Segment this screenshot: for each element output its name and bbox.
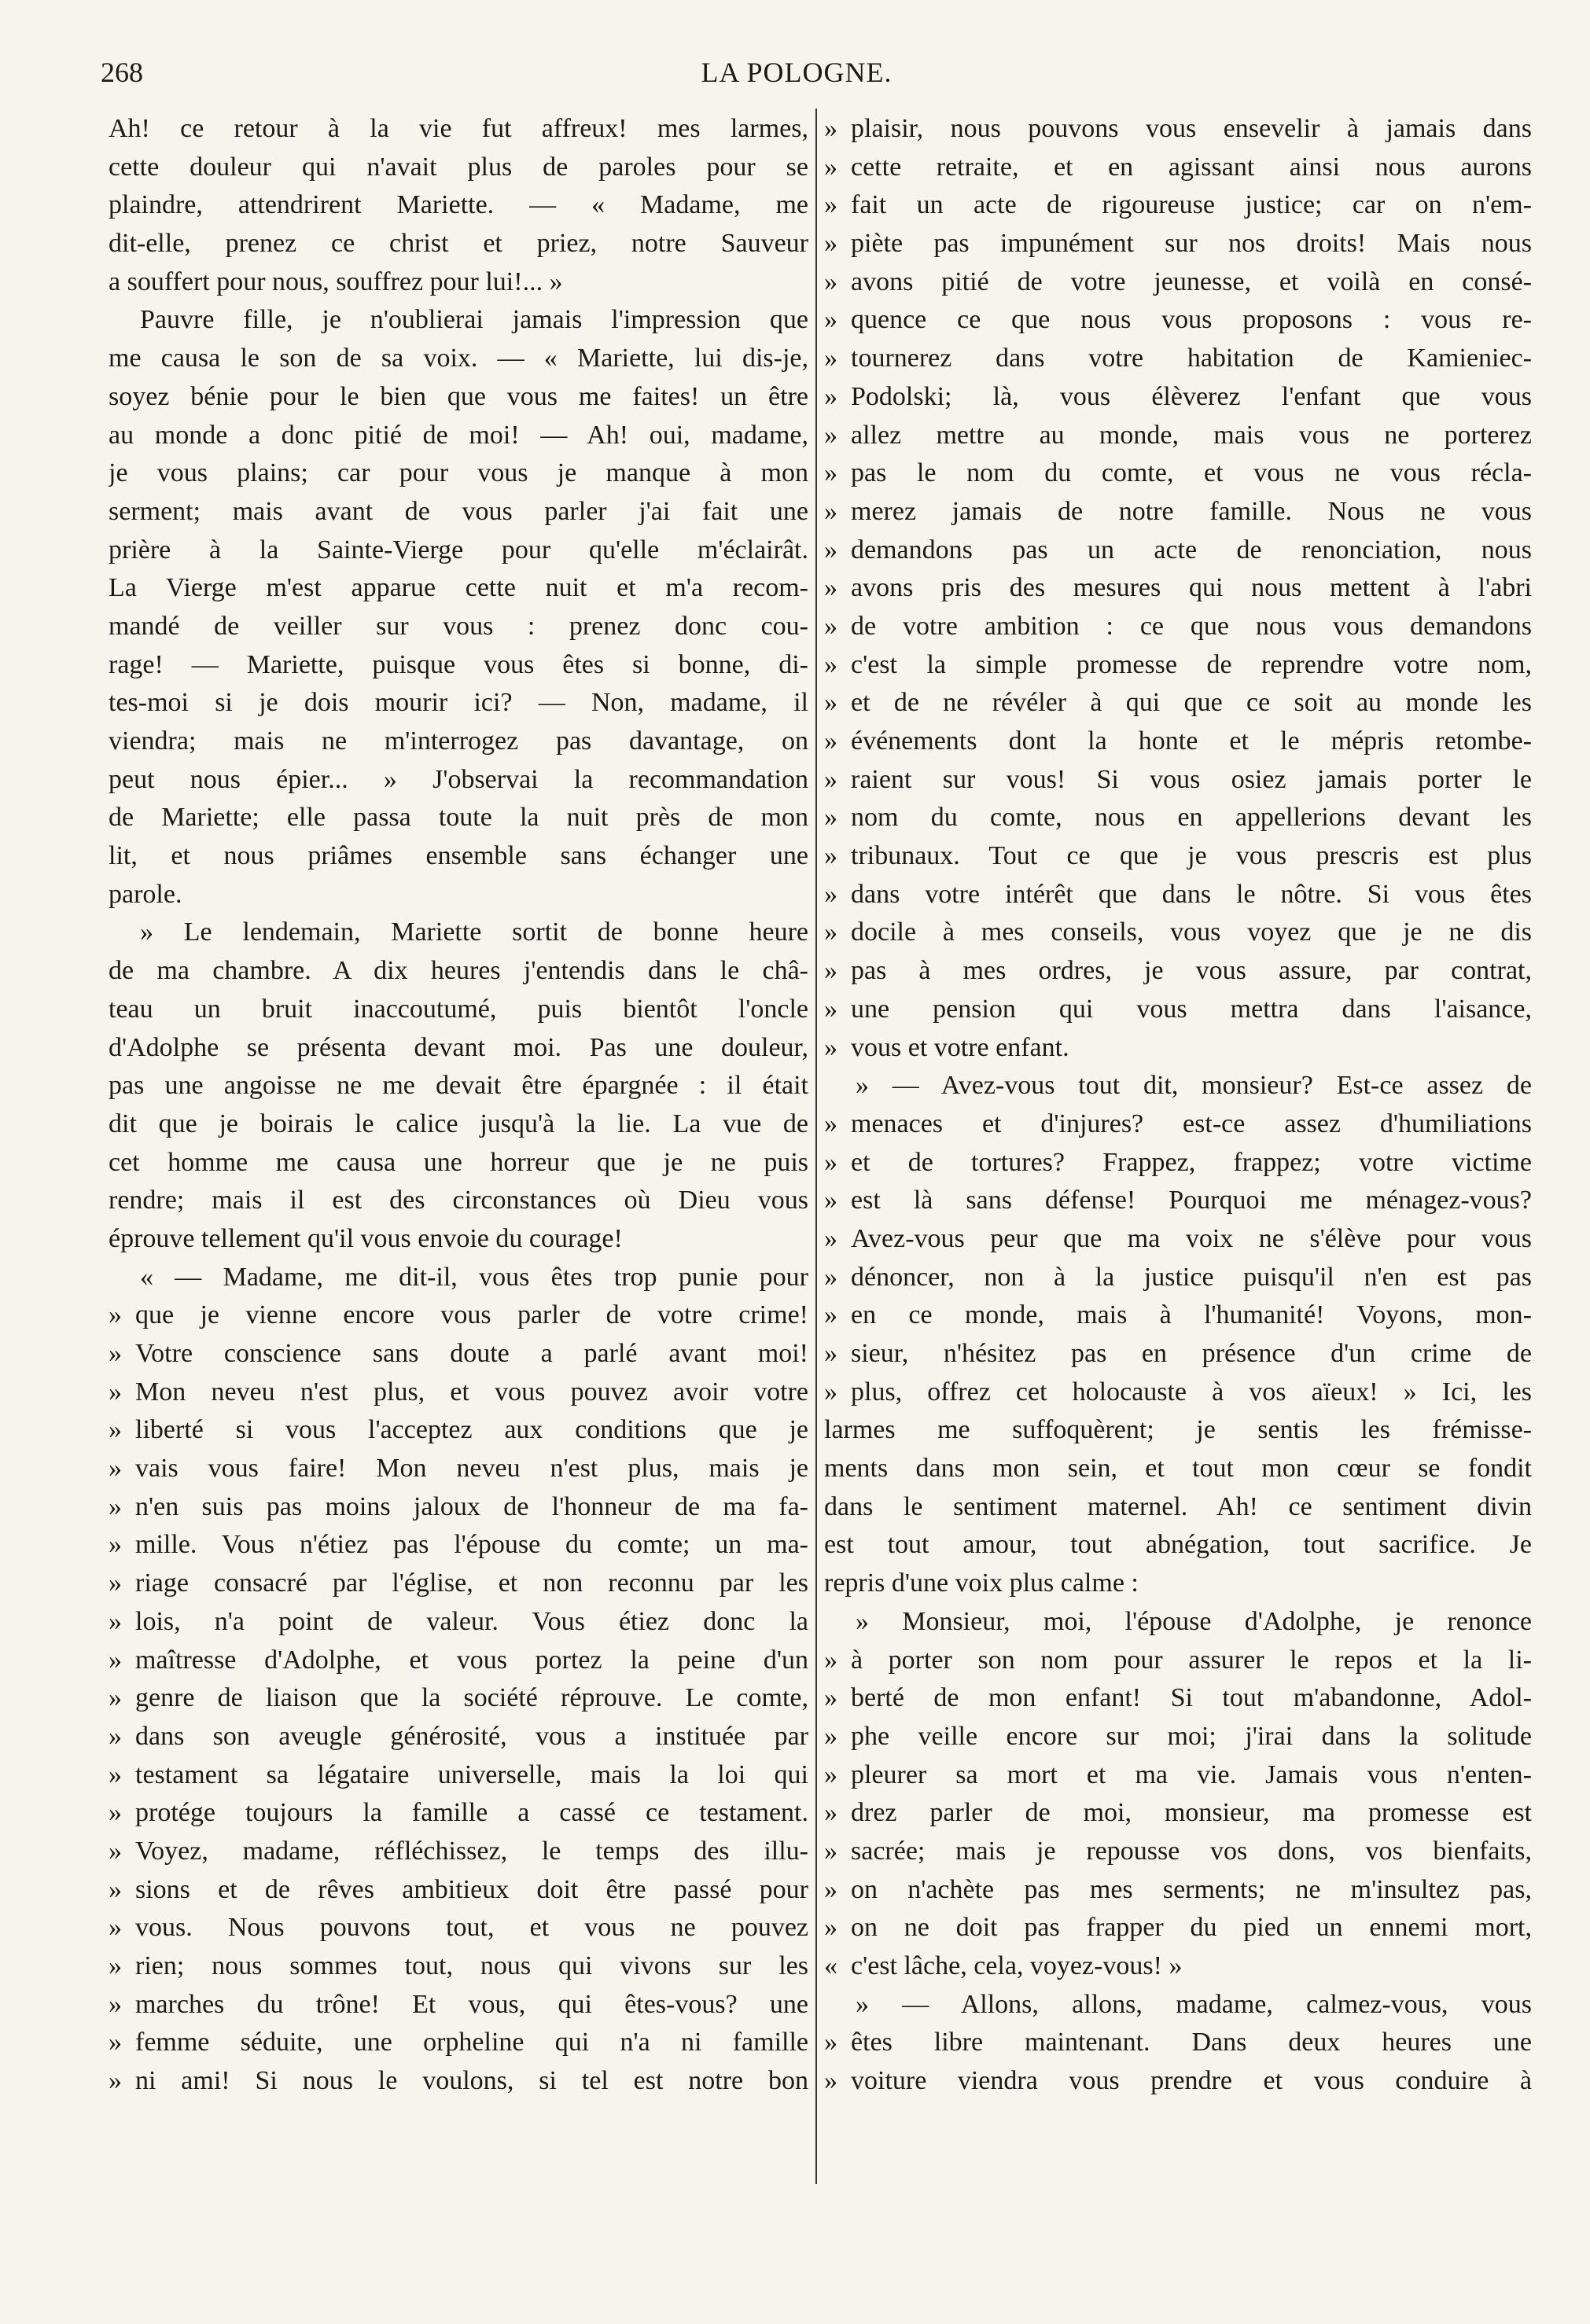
- line-text: berté de mon enfant! Si tout m'abandonne, Adol-: [851, 1683, 1532, 1713]
- line-text: sacrée; mais je repousse vos dons, vos bienfaits,: [851, 1836, 1532, 1866]
- line-text: sieur, n'hésitez pas en présence d'un crime de: [851, 1339, 1532, 1368]
- text-line: [824, 1718, 1532, 1756]
- text-line: [109, 1488, 808, 1527]
- text-line: [824, 1105, 1532, 1144]
- quote-mark: »: [824, 1645, 837, 1675]
- text-line: [824, 952, 1532, 991]
- line-text: menaces et d'injures? est-ce assez d'humiliations: [851, 1109, 1532, 1138]
- line-text: raient sur vous! Si vous osiez jamais porter le: [851, 764, 1532, 794]
- line-text: sions et de rêves ambitieux doit être passé pour: [135, 1874, 808, 1904]
- text-line: [109, 761, 808, 800]
- quote-mark: »: [824, 2028, 837, 2057]
- text-line: [824, 1488, 1532, 1527]
- line-text: » Le lendemain, Mariette sortit de bonne heure: [140, 917, 808, 947]
- line-text: merez jamais de notre famille. Nous ne vous: [851, 496, 1532, 526]
- quote-mark: »: [824, 1147, 837, 1177]
- line-text: piète pas impunément sur nos droits! Mais nous: [851, 229, 1532, 259]
- text-line: [824, 531, 1532, 570]
- quote-mark: »: [824, 688, 837, 718]
- text-line: [109, 531, 808, 570]
- text-line: [109, 1182, 808, 1220]
- line-text: Podolski; là, vous élèverez l'enfant que vous: [851, 381, 1532, 411]
- quote-mark: »: [824, 994, 837, 1024]
- quote-mark: »: [824, 344, 837, 373]
- text-line: [824, 1335, 1532, 1373]
- text-line: [824, 1871, 1532, 1910]
- text-line: [109, 837, 808, 876]
- quote-mark: »: [824, 229, 837, 259]
- line-text: La Vierge m'est apparue cette nuit et m'a recom-: [109, 573, 808, 603]
- text-line: [109, 149, 808, 187]
- text-line: [824, 1259, 1532, 1297]
- text-line: [824, 186, 1532, 225]
- quote-mark: »: [824, 1377, 837, 1407]
- line-text: au monde a donc pitié de moi! — Ah! oui, madame,: [109, 420, 808, 450]
- text-line: [824, 1833, 1532, 1871]
- quote-mark: »: [109, 1530, 122, 1560]
- quote-mark: »: [824, 1721, 837, 1751]
- line-text: parole.: [109, 879, 182, 909]
- line-text: je vous plains; car pour vous je manque à mon: [109, 458, 808, 488]
- text-line: [824, 340, 1532, 378]
- text-line: [824, 1909, 1532, 1947]
- text-line: [109, 1105, 808, 1144]
- text-line: [824, 1411, 1532, 1450]
- text-line: [109, 1450, 808, 1488]
- quote-mark: »: [824, 190, 837, 220]
- text-line: [824, 263, 1532, 302]
- text-line: [109, 1756, 808, 1795]
- line-text: genre de liaison que la société réprouve. Le comte,: [135, 1683, 808, 1713]
- text-line: [109, 1029, 808, 1068]
- text-line: [109, 1986, 808, 2024]
- line-text: pas une angoisse ne me devait être épargnée : il était: [109, 1071, 808, 1101]
- quote-mark: »: [109, 1913, 122, 1943]
- text-line: [109, 1067, 808, 1105]
- quote-mark: »: [824, 267, 837, 296]
- quote-mark: »: [824, 1836, 837, 1866]
- quote-mark: »: [824, 1109, 837, 1138]
- quote-mark: »: [824, 956, 837, 986]
- quote-mark: »: [109, 1836, 122, 1866]
- left-column: [109, 110, 808, 2101]
- text-line: [824, 799, 1532, 837]
- line-text: protége toujours la famille a cassé ce testament.: [135, 1798, 808, 1828]
- line-text: riage consacré par l'église, et non reconnu par les: [135, 1568, 808, 1598]
- line-text: c'est la simple promesse de reprendre votre nom,: [851, 649, 1532, 679]
- text-line: [109, 608, 808, 646]
- text-line: [109, 799, 808, 837]
- text-line: [109, 569, 808, 608]
- text-line: [109, 1871, 808, 1910]
- text-line: [109, 1411, 808, 1450]
- line-text: dans votre intérêt que dans le nôtre. Si vous êtes: [851, 879, 1532, 909]
- line-text: à porter son nom pour assurer le repos et la li-: [851, 1645, 1532, 1675]
- line-text: n'en suis pas moins jaloux de l'honneur de ma fa-: [135, 1491, 808, 1521]
- text-line: [109, 186, 808, 225]
- line-text: ments dans mon sein, et tout mon cœur se fondit: [824, 1454, 1532, 1484]
- text-line: [109, 1947, 808, 1986]
- quote-mark: »: [109, 1491, 122, 1521]
- line-text: dit que je boirais le calice jusqu'à la lie. La vue de: [109, 1109, 808, 1138]
- quote-mark: »: [109, 1951, 122, 1980]
- text-line: [109, 1565, 808, 1603]
- line-text: liberté si vous l'acceptez aux conditions que je: [135, 1415, 808, 1445]
- line-text: Votre conscience sans doute a parlé avant moi!: [135, 1339, 808, 1368]
- line-text: événements dont la honte et le mépris retombe-: [851, 726, 1532, 756]
- text-line: [109, 454, 808, 493]
- line-text: mille. Vous n'étiez pas l'épouse du comte; un ma-: [135, 1530, 808, 1560]
- line-text: a souffert pour nous, souffrez pour lui!... »: [109, 267, 563, 296]
- line-text: soyez bénie pour le bien que vous me faites! un être: [109, 381, 808, 411]
- quote-mark: »: [824, 879, 837, 909]
- running-title: LA POLOGNE.: [701, 57, 893, 88]
- text-line: [109, 952, 808, 991]
- text-line: [109, 301, 808, 340]
- line-text: femme séduite, une orpheline qui n'a ni famille: [135, 2028, 808, 2057]
- quote-mark: »: [109, 1377, 122, 1407]
- quote-mark: »: [824, 1223, 837, 1253]
- line-text: on ne doit pas frapper du pied un ennemi mort,: [851, 1913, 1532, 1943]
- line-text: me causa le son de sa voix. — « Mariette, lui dis-je,: [109, 344, 808, 373]
- quote-mark: »: [109, 1874, 122, 1904]
- line-text: vous et votre enfant.: [851, 1032, 1069, 1062]
- quote-mark: »: [824, 726, 837, 756]
- text-line: [824, 110, 1532, 149]
- text-line: [824, 2024, 1532, 2062]
- line-text: quence ce que nous vous proposons : vous re-: [851, 305, 1532, 335]
- line-text: êtes libre maintenant. Dans deux heures une: [851, 2028, 1532, 2057]
- line-text: de votre ambition : ce que nous vous demandons: [851, 611, 1532, 641]
- line-text: de Mariette; elle passa toute la nuit près de mon: [109, 803, 808, 833]
- text-line: [824, 225, 1532, 263]
- quote-mark: »: [109, 2028, 122, 2057]
- text-line: [824, 1603, 1532, 1642]
- line-text: peut nous épier... » J'observai la recommandation: [109, 764, 808, 794]
- text-line: [824, 1144, 1532, 1182]
- text-line: [824, 149, 1532, 187]
- text-line: [824, 1067, 1532, 1105]
- quote-mark: »: [109, 1606, 122, 1636]
- line-text: cet homme me causa une horreur que je ne puis: [109, 1147, 808, 1177]
- line-text: Pauvre fille, je n'oublierai jamais l'impression que: [140, 305, 808, 335]
- line-text: fait un acte de rigoureuse justice; car on n'em-: [851, 190, 1532, 220]
- line-text: teau un bruit inaccoutumé, puis bientôt l'oncle: [109, 994, 808, 1024]
- column-divider: [815, 108, 817, 2184]
- quote-mark: »: [824, 573, 837, 603]
- line-text: et de tortures? Frappez, frappez; votre victime: [851, 1147, 1532, 1177]
- line-text: on n'achète pas mes serments; ne m'insultez pas,: [851, 1874, 1532, 1904]
- text-line: [824, 2062, 1532, 2101]
- line-text: mandé de veiller sur vous : prenez donc cou-: [109, 611, 808, 641]
- quote-mark: »: [824, 1186, 837, 1215]
- text-line: [109, 110, 808, 149]
- quote-mark: »: [824, 803, 837, 833]
- quote-mark: »: [824, 1032, 837, 1062]
- quote-mark: «: [824, 1951, 837, 1980]
- line-text: prière à la Sainte-Vierge pour qu'elle m'éclairât.: [109, 535, 808, 564]
- line-text: » — Allons, allons, madame, calmez-vous, vous: [856, 1989, 1532, 2019]
- quote-mark: »: [824, 764, 837, 794]
- text-line: [109, 1259, 808, 1297]
- quote-mark: »: [824, 1798, 837, 1828]
- text-line: [109, 1909, 808, 1947]
- line-text: dans son aveugle générosité, vous a instituée par: [135, 1721, 808, 1751]
- text-line: [109, 1144, 808, 1182]
- text-line: [109, 225, 808, 263]
- quote-mark: »: [824, 458, 837, 488]
- line-text: plaindre, attendrirent Mariette. — « Madame, me: [109, 190, 808, 220]
- line-text: de ma chambre. A dix heures j'entendis dans le châ-: [109, 956, 808, 986]
- text-line: [109, 1833, 808, 1871]
- line-text: pas le nom du comte, et vous ne vous récla-: [851, 458, 1532, 488]
- quote-mark: »: [824, 917, 837, 947]
- line-text: nom du comte, nous en appellerions devant les: [851, 803, 1532, 833]
- line-text: tes-moi si je dois mourir ici? — Non, madame, il: [109, 688, 808, 718]
- quote-mark: »: [824, 1339, 837, 1368]
- text-line: [824, 378, 1532, 417]
- text-line: [824, 1642, 1532, 1680]
- quote-mark: »: [824, 114, 837, 143]
- text-line: [824, 301, 1532, 340]
- line-text: éprouve tellement qu'il vous envoie du courage!: [109, 1223, 623, 1253]
- line-text: serment; mais avant de vous parler j'ai fait une: [109, 496, 808, 526]
- text-line: [824, 991, 1532, 1029]
- line-text: c'est lâche, cela, voyez-vous! »: [851, 1951, 1183, 1980]
- line-text: allez mettre au monde, mais vous ne porterez: [851, 420, 1532, 450]
- line-text: viendra; mais ne m'interrogez pas davantage, on: [109, 726, 808, 756]
- line-text: larmes me suffoquèrent; je sentis les frémisse-: [824, 1415, 1532, 1445]
- line-text: testament sa légataire universelle, mais la loi qui: [135, 1760, 808, 1789]
- line-text: rendre; mais il est des circonstances où Dieu vous: [109, 1186, 808, 1215]
- text-line: [109, 2024, 808, 2062]
- line-text: vais vous faire! Mon neveu n'est plus, mais je: [135, 1454, 808, 1484]
- quote-mark: »: [109, 1721, 122, 1751]
- line-text: lois, n'a point de valeur. Vous étiez donc la: [135, 1606, 808, 1636]
- quote-mark: »: [824, 1262, 837, 1292]
- line-text: dans le sentiment maternel. Ah! ce sentiment divin: [824, 1491, 1532, 1521]
- text-line: [824, 876, 1532, 914]
- text-line: [109, 378, 808, 417]
- line-text: Avez-vous peur que ma voix ne s'élève pour vous: [851, 1223, 1532, 1253]
- line-text: rien; nous sommes tout, nous qui vivons sur les: [135, 1951, 808, 1980]
- quote-mark: »: [109, 1989, 122, 2019]
- text-line: [824, 569, 1532, 608]
- text-line: [824, 1220, 1532, 1259]
- quote-mark: »: [824, 535, 837, 564]
- line-text: que je vienne encore vous parler de votre crime!: [135, 1300, 808, 1330]
- quote-mark: »: [824, 611, 837, 641]
- line-text: lit, et nous priâmes ensemble sans échanger une: [109, 841, 808, 871]
- text-line: [824, 646, 1532, 685]
- text-line: [824, 417, 1532, 455]
- text-line: [109, 2062, 808, 2101]
- quote-mark: »: [109, 1798, 122, 1828]
- line-text: d'Adolphe se présenta devant moi. Pas une douleur,: [109, 1032, 808, 1062]
- quote-mark: »: [824, 841, 837, 871]
- line-text: dit-elle, prenez ce christ et priez, notre Sauveur: [109, 229, 808, 259]
- text-line: [109, 263, 808, 302]
- text-line: [824, 1526, 1532, 1565]
- quote-mark: »: [824, 1300, 837, 1330]
- quote-mark: »: [824, 420, 837, 450]
- text-line: [824, 1794, 1532, 1833]
- text-line: [109, 1526, 808, 1565]
- text-line: [109, 723, 808, 761]
- quote-mark: »: [824, 496, 837, 526]
- quote-mark: »: [824, 1760, 837, 1789]
- quote-mark: »: [109, 1568, 122, 1598]
- line-text: ni ami! Si nous le voulons, si tel est notre bon: [135, 2066, 808, 2096]
- text-line: [824, 493, 1532, 531]
- quote-mark: »: [824, 1683, 837, 1713]
- quote-mark: »: [824, 1913, 837, 1943]
- line-text: marches du trône! Et vous, qui êtes-vous? une: [135, 1989, 808, 2019]
- quote-mark: »: [824, 381, 837, 411]
- text-line: [824, 1296, 1532, 1335]
- text-line: [824, 1373, 1532, 1412]
- page-header: [101, 49, 1492, 96]
- text-line: [824, 1565, 1532, 1603]
- line-text: est tout amour, tout abnégation, tout sacrifice. Je: [824, 1530, 1532, 1560]
- text-line: [109, 1220, 808, 1259]
- line-text: « — Madame, me dit-il, vous êtes trop punie pour: [140, 1262, 808, 1292]
- line-text: Ah! ce retour à la vie fut affreux! mes larmes,: [109, 114, 808, 143]
- text-line: [109, 1679, 808, 1718]
- quote-mark: »: [824, 2066, 837, 2096]
- text-line: [824, 608, 1532, 646]
- line-text: » — Avez-vous tout dit, monsieur? Est-ce assez de: [856, 1071, 1532, 1101]
- line-text: pleurer sa mort et ma vie. Jamais vous n'enten-: [851, 1760, 1532, 1789]
- quote-mark: »: [824, 1874, 837, 1904]
- page-number: 268: [101, 57, 143, 88]
- text-line: [824, 454, 1532, 493]
- line-text: pas à mes ordres, je vous assure, par contrat,: [851, 956, 1532, 986]
- text-line: [109, 1794, 808, 1833]
- text-line: [109, 493, 808, 531]
- line-text: et de ne révéler à qui que ce soit au monde les: [851, 688, 1532, 718]
- line-text: avons pitié de votre jeunesse, et voilà en consé-: [851, 267, 1532, 296]
- line-text: rage! — Mariette, puisque vous êtes si bonne, di-: [109, 649, 808, 679]
- quote-mark: »: [109, 1760, 122, 1789]
- text-line: [109, 684, 808, 723]
- line-text: tribunaux. Tout ce que je vous prescris est plus: [851, 841, 1532, 871]
- line-text: docile à mes conseils, vous voyez que je ne dis: [851, 917, 1532, 947]
- text-line: [109, 417, 808, 455]
- line-text: maîtresse d'Adolphe, et vous portez la peine d'un: [135, 1645, 808, 1675]
- text-line: [824, 684, 1532, 723]
- quote-mark: »: [109, 1683, 122, 1713]
- quote-mark: »: [109, 1645, 122, 1675]
- line-text: » Monsieur, moi, l'épouse d'Adolphe, je renonce: [856, 1606, 1532, 1636]
- text-line: [109, 1642, 808, 1680]
- text-line: [824, 1450, 1532, 1488]
- text-line: [109, 914, 808, 952]
- text-line: [824, 1029, 1532, 1068]
- text-line: [109, 876, 808, 914]
- text-line: [109, 340, 808, 378]
- line-text: une pension qui vous mettra dans l'aisance,: [851, 994, 1532, 1024]
- quote-mark: »: [109, 1300, 122, 1330]
- text-line: [109, 991, 808, 1029]
- line-text: cette retraite, et en agissant ainsi nous aurons: [851, 152, 1532, 182]
- text-line: [109, 1373, 808, 1412]
- line-text: cette douleur qui n'avait plus de paroles pour se: [109, 152, 808, 182]
- text-line: [824, 761, 1532, 800]
- text-line: [824, 1679, 1532, 1718]
- line-text: drez parler de moi, monsieur, ma promesse est: [851, 1798, 1532, 1828]
- line-text: Mon neveu n'est plus, et vous pouvez avoir votre: [135, 1377, 808, 1407]
- line-text: phe veille encore sur moi; j'irai dans la solitude: [851, 1721, 1532, 1751]
- line-text: demandons pas un acte de renonciation, nous: [851, 535, 1532, 564]
- line-text: est là sans défense! Pourquoi me ménagez-vous?: [851, 1186, 1532, 1215]
- text-line: [109, 1718, 808, 1756]
- quote-mark: »: [109, 1454, 122, 1484]
- line-text: voiture viendra vous prendre et vous conduire à: [851, 2066, 1532, 2096]
- text-line: [109, 1603, 808, 1642]
- text-line: [824, 1986, 1532, 2024]
- line-text: plaisir, nous pouvons vous ensevelir à jamais dans: [851, 114, 1532, 143]
- quote-mark: »: [824, 305, 837, 335]
- line-text: Voyez, madame, réfléchissez, le temps des illu-: [135, 1836, 808, 1866]
- line-text: plus, offrez cet holocauste à vos aïeux! » Ici, les: [851, 1377, 1532, 1407]
- text-line: [109, 646, 808, 685]
- text-line: [824, 1756, 1532, 1795]
- text-line: [109, 1296, 808, 1335]
- quote-mark: »: [824, 649, 837, 679]
- text-line: [824, 1947, 1532, 1986]
- text-line: [109, 1335, 808, 1373]
- text-line: [824, 723, 1532, 761]
- quote-mark: »: [109, 1339, 122, 1368]
- text-line: [824, 1182, 1532, 1220]
- line-text: en ce monde, mais à l'humanité! Voyons, mon-: [851, 1300, 1532, 1330]
- line-text: dénoncer, non à la justice puisqu'il n'en est pas: [851, 1262, 1532, 1292]
- line-text: repris d'une voix plus calme :: [824, 1568, 1139, 1598]
- quote-mark: »: [824, 152, 837, 182]
- quote-mark: »: [109, 2066, 122, 2096]
- quote-mark: »: [109, 1415, 122, 1445]
- line-text: avons pris des mesures qui nous mettent à l'abri: [851, 573, 1532, 603]
- line-text: tournerez dans votre habitation de Kamieniec-: [851, 344, 1532, 373]
- text-line: [824, 914, 1532, 952]
- line-text: vous. Nous pouvons tout, et vous ne pouvez: [135, 1913, 808, 1943]
- right-column: [824, 110, 1532, 2101]
- text-line: [824, 837, 1532, 876]
